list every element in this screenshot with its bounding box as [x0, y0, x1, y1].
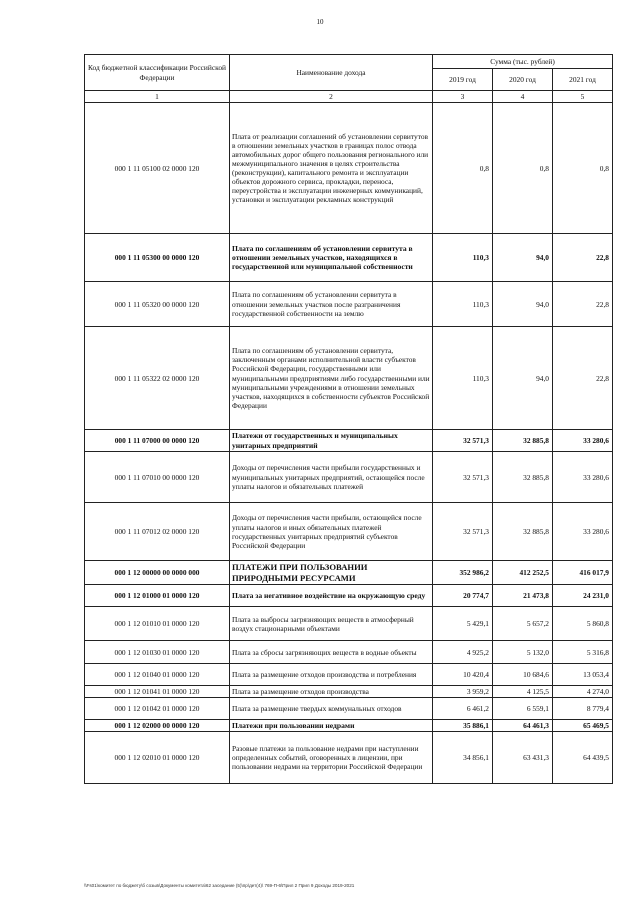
- row-value-2021: 416 017,9: [553, 561, 613, 585]
- row-value-2021: 0,8: [553, 103, 613, 234]
- row-code: 000 1 12 01040 01 0000 120: [85, 664, 230, 686]
- row-code: 000 1 11 05100 02 0000 120: [85, 103, 230, 234]
- row-value-2019: 20 774,7: [433, 585, 493, 607]
- table-row: [85, 585, 613, 607]
- row-value-2020: 0,8: [493, 103, 553, 234]
- row-code: 000 1 12 01030 01 0000 120: [85, 641, 230, 664]
- row-name: Плата за сбросы загрязняющих веществ в водные объекты: [230, 641, 433, 664]
- row-code: 000 1 12 00000 00 0000 000: [85, 561, 230, 585]
- col-number-4: 4: [493, 91, 553, 103]
- row-name: Доходы от перечисления части прибыли, остающейся после уплаты налогов и иных обязательных платежей государственных унитарных предприятий субъектов Российской Федерации: [230, 503, 433, 561]
- row-value-2019: 10 420,4: [433, 664, 493, 686]
- row-name: Плата по соглашениям об установлении сервитута в отношении земельных участков после разграничения государственной собственности на землю: [230, 282, 433, 327]
- row-value-2021: 5 316,8: [553, 641, 613, 664]
- header-name: Наименование дохода: [230, 55, 433, 91]
- row-value-2020: 94,0: [493, 327, 553, 430]
- row-value-2021: 5 860,8: [553, 607, 613, 641]
- row-value-2019: 4 925,2: [433, 641, 493, 664]
- col-number-2: 2: [230, 91, 433, 103]
- row-value-2019: 32 571,3: [433, 430, 493, 452]
- row-value-2021: 13 053,4: [553, 664, 613, 686]
- row-value-2020: 32 885,8: [493, 452, 553, 503]
- row-value-2019: 3 959,2: [433, 686, 493, 698]
- table-row: [85, 103, 613, 234]
- row-value-2021: 65 469,5: [553, 720, 613, 732]
- file-path-footer: \\Fs01\комитет по бюджету\б созыв\Документы комитета\62 заседание (5)\пр\дет(4)\ 769-П-6\Прил 2 Прил 9 Доходы 2019-2021: [84, 883, 355, 888]
- row-value-2020: 32 885,8: [493, 430, 553, 452]
- row-code: 000 1 12 02000 00 0000 120: [85, 720, 230, 732]
- row-code: 000 1 11 05322 02 0000 120: [85, 327, 230, 430]
- row-value-2021: 22,8: [553, 282, 613, 327]
- row-value-2020: 4 125,5: [493, 686, 553, 698]
- row-value-2020: 21 473,8: [493, 585, 553, 607]
- row-value-2020: 94,0: [493, 234, 553, 282]
- row-code: 000 1 11 07010 00 0000 120: [85, 452, 230, 503]
- row-value-2019: 35 886,1: [433, 720, 493, 732]
- row-name: Плата за размещение отходов производства: [230, 686, 433, 698]
- table-row: [85, 503, 613, 561]
- row-value-2020: 10 684,6: [493, 664, 553, 686]
- row-code: 000 1 12 01010 01 0000 120: [85, 607, 230, 641]
- row-value-2019: 110,3: [433, 234, 493, 282]
- row-value-2019: 34 856,1: [433, 732, 493, 784]
- table-row: [85, 282, 613, 327]
- row-value-2021: 33 280,6: [553, 503, 613, 561]
- row-value-2019: 5 429,1: [433, 607, 493, 641]
- row-name: Доходы от перечисления части прибыли государственных и муниципальных унитарных предприятий, остающейся после уплаты налогов и обязательных платежей: [230, 452, 433, 503]
- table-row: [85, 327, 613, 430]
- row-name: Плата за выбросы загрязняющих веществ в атмосферный воздух стационарными объектами: [230, 607, 433, 641]
- row-code: 000 1 12 02010 01 0000 120: [85, 732, 230, 784]
- table-row: [85, 561, 613, 585]
- row-name: Плата по соглашениям об установлении сервитута в отношении земельных участков, находящихся в государственной или муниципальной собственности: [230, 234, 433, 282]
- row-name: Плата по соглашениям об установлении сервитута, заключенным органами исполнительной власти субъектов Российской Федерации, государственными или муниципальными предприятиями либо государственными или муниципальными учреждениями в отношении земельных участков, находящихся в собственности субъектов Российской Федерации: [230, 327, 433, 430]
- row-value-2020: 94,0: [493, 282, 553, 327]
- row-code: 000 1 11 05320 00 0000 120: [85, 282, 230, 327]
- revenue-table: [84, 54, 613, 784]
- table-row: [85, 664, 613, 686]
- row-value-2021: 22,8: [553, 234, 613, 282]
- row-code: 000 1 12 01041 01 0000 120: [85, 686, 230, 698]
- row-value-2021: 8 779,4: [553, 698, 613, 720]
- header-sum: Сумма (тыс. рублей): [433, 55, 613, 69]
- table-row: [85, 698, 613, 720]
- row-code: 000 1 11 07012 02 0000 120: [85, 503, 230, 561]
- row-name: Платежи от государственных и муниципальных унитарных предприятий: [230, 430, 433, 452]
- table-row: [85, 641, 613, 664]
- page-number: 10: [316, 18, 324, 26]
- row-value-2021: 4 274,0: [553, 686, 613, 698]
- row-value-2021: 64 439,5: [553, 732, 613, 784]
- row-name: Плата за негативное воздействие на окружающую среду: [230, 585, 433, 607]
- row-value-2020: 5 132,0: [493, 641, 553, 664]
- table-row: [85, 720, 613, 732]
- header-code: Код бюджетной классификации Российской Федерации: [85, 55, 230, 91]
- row-name: ПЛАТЕЖИ ПРИ ПОЛЬЗОВАНИИ ПРИРОДНЫМИ РЕСУРСАМИ: [230, 561, 433, 585]
- table-row: [85, 430, 613, 452]
- header-year-2020: 2020 год: [493, 69, 553, 91]
- row-value-2020: 5 657,2: [493, 607, 553, 641]
- header-year-2019: 2019 год: [433, 69, 493, 91]
- row-value-2019: 6 461,2: [433, 698, 493, 720]
- row-value-2020: 32 885,8: [493, 503, 553, 561]
- row-name: Плата от реализации соглашений об установлении сервитутов в отношении земельных участков в границах полос отвода автомобильных дорог общего пользования регионального или межмуниципального значения в целях строительства (реконструкции), капитального ремонта и эксплуатации объектов дорожного сервиса, прокладки, переноса, переустройства и эксплуатации инженерных коммуникаций, установки и эксплуатации рекламных конструкций: [230, 103, 433, 234]
- table-row: [85, 732, 613, 784]
- row-code: 000 1 12 01042 01 0000 120: [85, 698, 230, 720]
- table-row: [85, 686, 613, 698]
- row-name: Плата за размещение отходов производства и потребления: [230, 664, 433, 686]
- row-code: 000 1 11 05300 00 0000 120: [85, 234, 230, 282]
- header-year-2021: 2021 год: [553, 69, 613, 91]
- table-row: [85, 452, 613, 503]
- row-value-2021: 33 280,6: [553, 430, 613, 452]
- row-value-2020: 412 252,5: [493, 561, 553, 585]
- row-name: Разовые платежи за пользование недрами при наступлении определенных событий, оговоренных в лицензии, при пользовании недрами на территории Российской Федерации: [230, 732, 433, 784]
- row-value-2020: 63 431,3: [493, 732, 553, 784]
- row-value-2021: 24 231,0: [553, 585, 613, 607]
- row-value-2019: 110,3: [433, 282, 493, 327]
- row-value-2021: 33 280,6: [553, 452, 613, 503]
- col-number-1: 1: [85, 91, 230, 103]
- row-value-2020: 64 461,3: [493, 720, 553, 732]
- row-value-2019: 32 571,3: [433, 503, 493, 561]
- table-row: [85, 234, 613, 282]
- row-name: Платежи при пользовании недрами: [230, 720, 433, 732]
- row-value-2019: 32 571,3: [433, 452, 493, 503]
- row-value-2019: 0,8: [433, 103, 493, 234]
- row-code: 000 1 12 01000 01 0000 120: [85, 585, 230, 607]
- col-number-3: 3: [433, 91, 493, 103]
- row-value-2019: 110,3: [433, 327, 493, 430]
- row-name: Плата за размещение твердых коммунальных отходов: [230, 698, 433, 720]
- table-row: [85, 607, 613, 641]
- row-code: 000 1 11 07000 00 0000 120: [85, 430, 230, 452]
- col-number-5: 5: [553, 91, 613, 103]
- row-value-2021: 22,8: [553, 327, 613, 430]
- row-value-2019: 352 986,2: [433, 561, 493, 585]
- row-value-2020: 6 559,1: [493, 698, 553, 720]
